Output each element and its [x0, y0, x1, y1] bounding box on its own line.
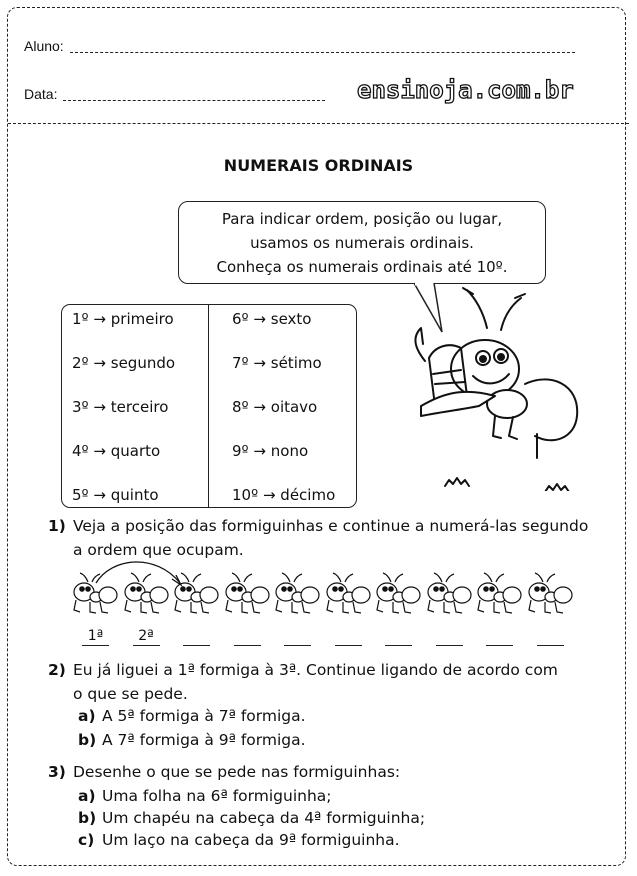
item-text: Um laço na cabeça da 9ª formiguinha. — [102, 831, 400, 849]
answer-slot[interactable] — [436, 627, 463, 646]
arrow-icon: → — [93, 442, 106, 460]
ordinal-entry — [72, 310, 174, 328]
q2-item-b — [78, 731, 306, 749]
small-ant-icon[interactable] — [424, 572, 472, 616]
item-letter: a) — [78, 787, 96, 805]
ordinal-entry — [72, 398, 168, 416]
ordinal-entry — [232, 442, 308, 460]
answer-slot[interactable] — [183, 627, 210, 646]
arrow-icon: → — [253, 442, 266, 460]
ordinal-word: primeiro — [110, 310, 174, 328]
ordinal-entry — [232, 398, 317, 416]
question-text: a ordem que ocupam. — [73, 541, 244, 559]
ordinal-entry — [232, 310, 311, 328]
ordinal-number: 9º — [232, 442, 249, 460]
arrow-icon: → — [93, 354, 106, 372]
ordinal-entry — [72, 442, 160, 460]
question-number: 3) — [48, 763, 66, 781]
bubble-line: Conheça os numerais ordinais até 10º. — [216, 258, 508, 276]
small-ant-icon[interactable] — [323, 572, 371, 616]
small-ant-icon[interactable] — [525, 572, 573, 616]
question-text: Eu já liguei a 1ª formiga à 3ª. Continue ligando de acordo com — [73, 661, 558, 679]
ordinal-entry — [232, 354, 322, 372]
ordinal-entry — [72, 486, 159, 504]
speech-bubble — [178, 201, 546, 284]
ordinal-entry — [232, 486, 335, 504]
ordinal-word: quinto — [110, 486, 159, 504]
arrow-icon: → — [253, 310, 266, 328]
ordinal-number: 8º — [232, 398, 249, 416]
student-name-line[interactable] — [70, 52, 575, 53]
item-text: Um chapéu na cabeça da 4ª formiguinha; — [102, 809, 426, 827]
item-letter: b) — [78, 809, 97, 827]
answer-slot[interactable] — [537, 627, 564, 646]
item-letter: a) — [78, 707, 96, 725]
ordinal-word: segundo — [110, 354, 176, 372]
answer-slot[interactable] — [284, 627, 311, 646]
item-letter: b) — [78, 731, 97, 749]
question-text: o que se pede. — [73, 685, 188, 703]
ordinal-number: 3º — [72, 398, 89, 416]
item-text: Uma folha na 6ª formiguinha; — [102, 787, 332, 805]
ordinal-word: oitavo — [270, 398, 318, 416]
q2-item-a — [78, 707, 306, 725]
arrow-icon: → — [262, 486, 276, 504]
bubble-line: Para indicar ordem, posição ou lugar, — [221, 210, 503, 228]
answer-slot[interactable] — [486, 627, 513, 646]
answer-slot[interactable] — [234, 627, 261, 646]
answer-slot[interactable] — [335, 627, 362, 646]
connection-arrow-icon — [94, 553, 194, 593]
item-text: A 5ª formiga à 7ª formiga. — [102, 707, 306, 725]
table-divider — [208, 305, 209, 507]
q3-item-c — [78, 831, 400, 849]
ordinal-number: 2º — [72, 354, 89, 372]
arrow-icon: → — [93, 398, 106, 416]
answer-slot[interactable]: 2ª — [133, 627, 160, 646]
q3-item-a — [78, 787, 332, 805]
ordinal-number: 7º — [232, 354, 249, 372]
ordinal-number: 5º — [72, 486, 89, 504]
ordinal-word: quarto — [110, 442, 161, 460]
answer-slot[interactable]: 1ª — [82, 627, 109, 646]
student-field — [24, 38, 575, 54]
question-number: 1) — [48, 517, 66, 535]
ordinal-entry — [72, 354, 175, 372]
ordinal-word: terceiro — [110, 398, 169, 416]
date-label: Data: — [24, 86, 58, 102]
arrow-icon: → — [93, 310, 106, 328]
question-text: Veja a posição das formiguinhas e continue a numerá-las segundo — [73, 517, 589, 535]
ordinal-number: 4º — [72, 442, 89, 460]
arrow-icon: → — [253, 354, 266, 372]
bubble-line: usamos os numerais ordinais. — [250, 234, 474, 252]
ordinal-word: sétimo — [270, 354, 322, 372]
question-number: 2) — [48, 661, 66, 679]
page-title: NUMERAIS ORDINAIS — [223, 156, 414, 175]
question-text: Desenhe o que se pede nas formiguinhas: — [73, 763, 401, 781]
ordinal-word: sexto — [270, 310, 312, 328]
ant-illustration-icon — [405, 286, 585, 491]
ordinal-word: décimo — [280, 486, 336, 504]
ordinal-word: nono — [270, 442, 309, 460]
ordinal-number: 10º — [232, 486, 259, 504]
site-logo: ensinoja.com.br — [357, 76, 574, 104]
student-label: Aluno: — [24, 38, 64, 54]
arrow-icon: → — [93, 486, 106, 504]
ordinal-number: 1º — [72, 310, 89, 328]
arrow-icon: → — [253, 398, 266, 416]
small-ant-icon[interactable] — [474, 572, 522, 616]
date-field — [24, 86, 325, 102]
answer-slot[interactable] — [385, 627, 412, 646]
ordinal-number: 6º — [232, 310, 249, 328]
small-ant-icon[interactable] — [272, 572, 320, 616]
date-line[interactable] — [63, 100, 325, 101]
small-ant-icon[interactable] — [373, 572, 421, 616]
small-ant-icon[interactable] — [222, 572, 270, 616]
item-letter: c) — [78, 831, 95, 849]
header-separator — [8, 123, 629, 124]
q3-item-b — [78, 809, 425, 827]
item-text: A 7ª formiga à 9ª formiga. — [102, 731, 306, 749]
